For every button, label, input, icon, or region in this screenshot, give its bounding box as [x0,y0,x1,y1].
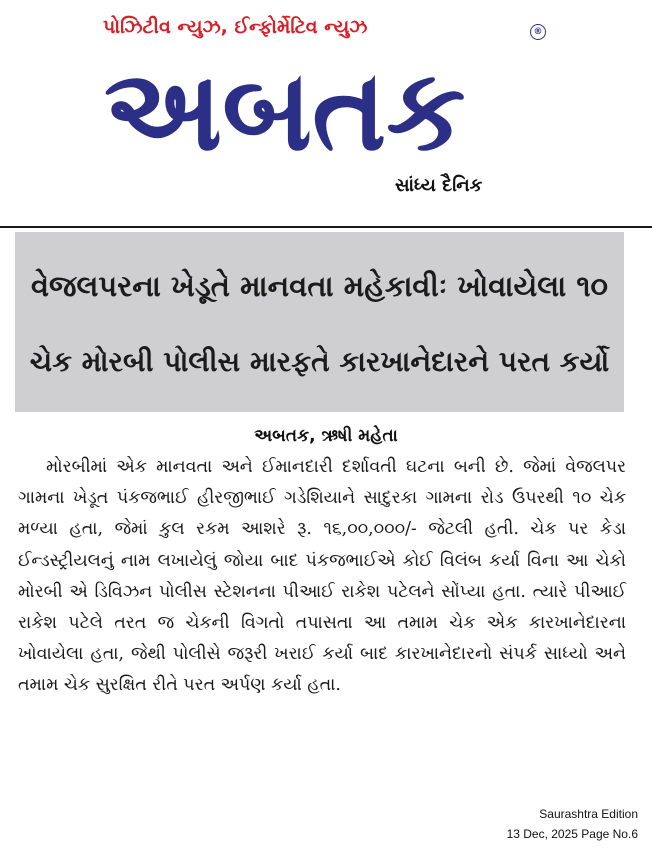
edition-name: Saurashtra Edition [539,807,638,821]
article-byline: અબતક, ઋષી મહેતા [254,426,398,446]
masthead-divider [0,226,652,228]
masthead-tagline: પોઝિટીવ ન્યુઝ, ઈન્ફોર્મેટિવ ન્યુઝ [103,16,368,38]
masthead [0,0,652,228]
article-body: મોરબીમાં એક માનવતા અને ઈમાનદારી દર્શાવતી ઘટના બની છે. જેમાં વેજલપર ગામના ખેડૂત પંકજભાઈ હીરજીભાઈ ગડેશિયાને સાદુરકા ગામના રોડ ઉપરથી ૧૦ ચેક મળ્યા હતા, જેમાં કુલ રકમ આશરે રૂ. ૧૬,૦૦,૦૦૦/- જેટલી હતી. ચેક પર કેડા ઈન્ડસ્ટ્રીયલનું નામ લખાયેલું જોયા બાદ પંકજભાઈએ કોઈ વિલંબ કર્યા વિના આ ચેકો મોરબી એ ડિવિઝન પોલીસ સ્ટેશનના પીઆઈ રાકેશ પટેલને સોંપ્યા હતા. ત્યારે પીઆઈ રાકેશ પટેલે તરત જ ચેકની વિગતો તપાસતા આ તમામ ચેક એક કારખાનેદારના ખોવાયેલા હતા, જેથી પોલીસે જરૂરી ખરાઈ કર્યા બાદ કારખાનેદારનો સંપર્ક સાધ્યો અને તમામ ચેક સુરક્ષિત રીતે પરત અર્પણ કર્યા હતા. [18,457,626,696]
headline-line-1: વેજલપરના ખેડૂતે માનવતા મહેકાવીઃ ખોવાયેલા ૧૦ [30,269,609,303]
edition-info [507,804,638,844]
newspaper-logo: અબતક [104,46,466,176]
headline-line-2: ચેક મોરબી પોલીસ મારફતે કારખાનેદારને પરત કર્યો [29,345,610,378]
registered-mark-icon: ® [530,24,546,40]
edition-date-page: 13 Dec, 2025 Page No.6 [506,827,638,841]
masthead-subbrand: સાંધ્ય દૈનિક [395,175,483,196]
headline-box [15,232,624,412]
